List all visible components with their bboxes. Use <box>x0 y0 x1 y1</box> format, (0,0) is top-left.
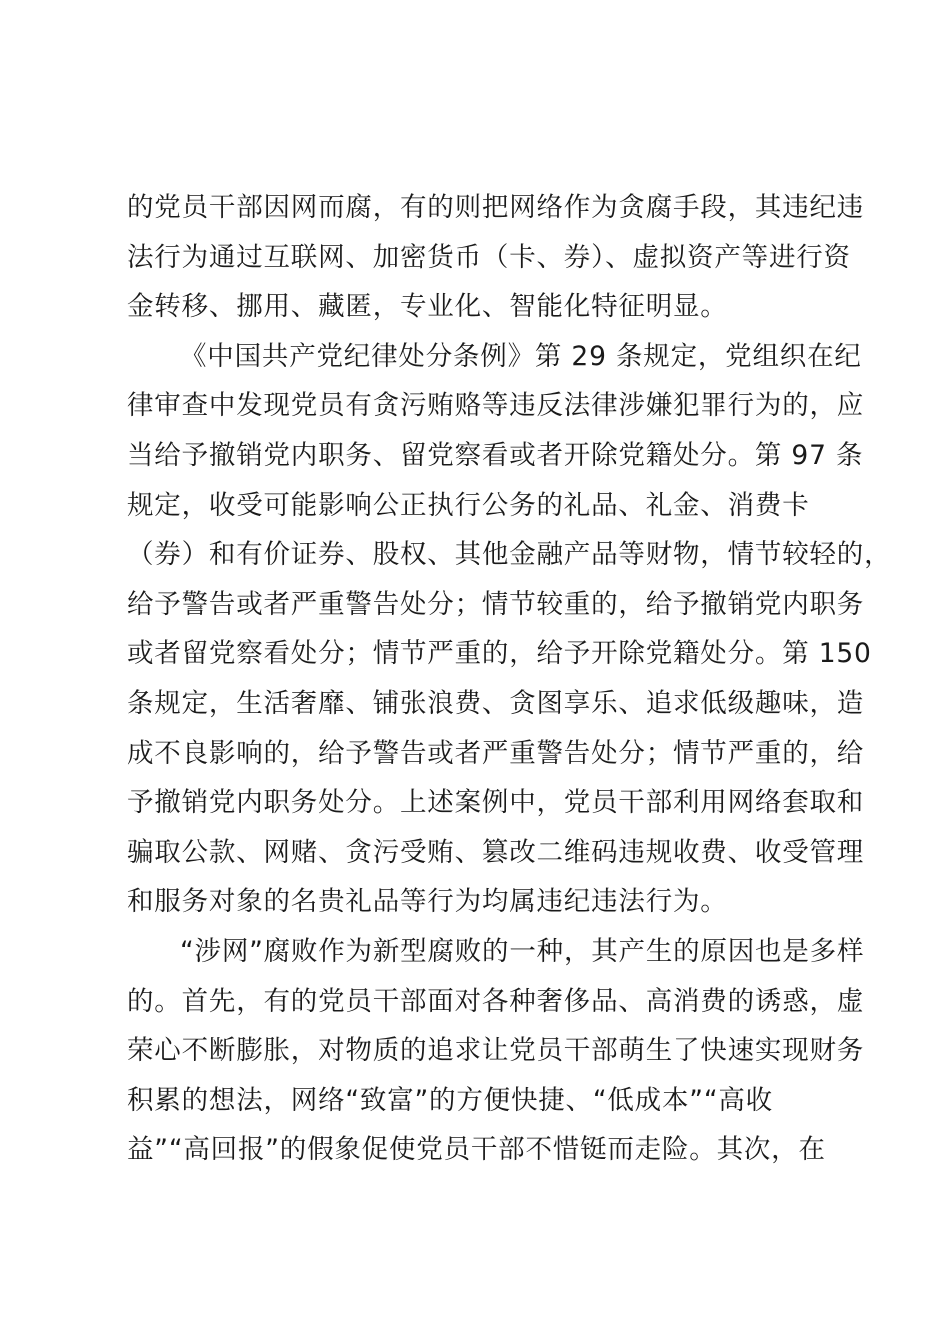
document-body <box>127 183 892 1175</box>
text-line: 法行为通过互联网、加密货币（卡、券）、虚拟资产等进行资 <box>127 241 851 273</box>
text-line: 当给予撤销党内职务、留党察看或者开除党籍处分。第 97 条 <box>127 439 864 471</box>
text-line: 骗取公款、网赌、贪污受贿、篡改二维码违规收费、收受管理 <box>127 836 865 868</box>
text-line: （券）和有价证券、股权、其他金融产品等财物，情节较轻的， <box>127 539 892 571</box>
text-line: 律审查中发现党员有贪污贿赂等违反法律涉嫌犯罪行为的，应 <box>127 390 865 422</box>
paragraph-2 <box>127 332 892 927</box>
paragraph-3 <box>127 927 865 1175</box>
text-line: 给予警告或者严重警告处分；情节较重的，给予撤销党内职务 <box>127 588 865 620</box>
text-line: 或者留党察看处分；情节严重的，给予开除党籍处分。第 150 <box>127 638 872 670</box>
text-line: 荣心不断膨胀，对物质的追求让党员干部萌生了快速实现财务 <box>127 1035 865 1067</box>
text-line: 的党员干部因网而腐，有的则把网络作为贪腐手段，其违纪违 <box>127 192 865 223</box>
text-line: 益”“高回报”的假象促使党员干部不惜铤而走险。其次，在 <box>127 1134 826 1166</box>
text-line: 条规定，生活奢靡、铺张浪费、贪图享乐、追求低级趣味，造 <box>127 687 865 719</box>
text-line: 的。首先，有的党员干部面对各种奢侈品、高消费的诱惑，虚 <box>127 985 865 1017</box>
text-line: 予撤销党内职务处分。上述案例中，党员干部利用网络套取和 <box>127 787 865 819</box>
text-line: 和服务对象的名贵礼品等行为均属违纪违法行为。 <box>127 886 728 918</box>
text-line: 成不良影响的，给予警告或者严重警告处分；情节严重的，给 <box>127 737 865 769</box>
text-line: 规定，收受可能影响公正执行公务的礼品、礼金、消费卡 <box>127 489 810 521</box>
text-line: “涉网”腐败作为新型腐败的一种，其产生的原因也是多样 <box>180 935 865 967</box>
text-line: 积累的想法，网络“致富”的方便快捷、“低成本”“高收 <box>127 1084 773 1116</box>
text-line: 《中国共产党纪律处分条例》第 29 条规定，党组织在纪 <box>180 340 862 372</box>
text-line: 金转移、挪用、藏匿，专业化、智能化特征明显。 <box>127 291 728 323</box>
paragraph-1 <box>127 183 865 332</box>
